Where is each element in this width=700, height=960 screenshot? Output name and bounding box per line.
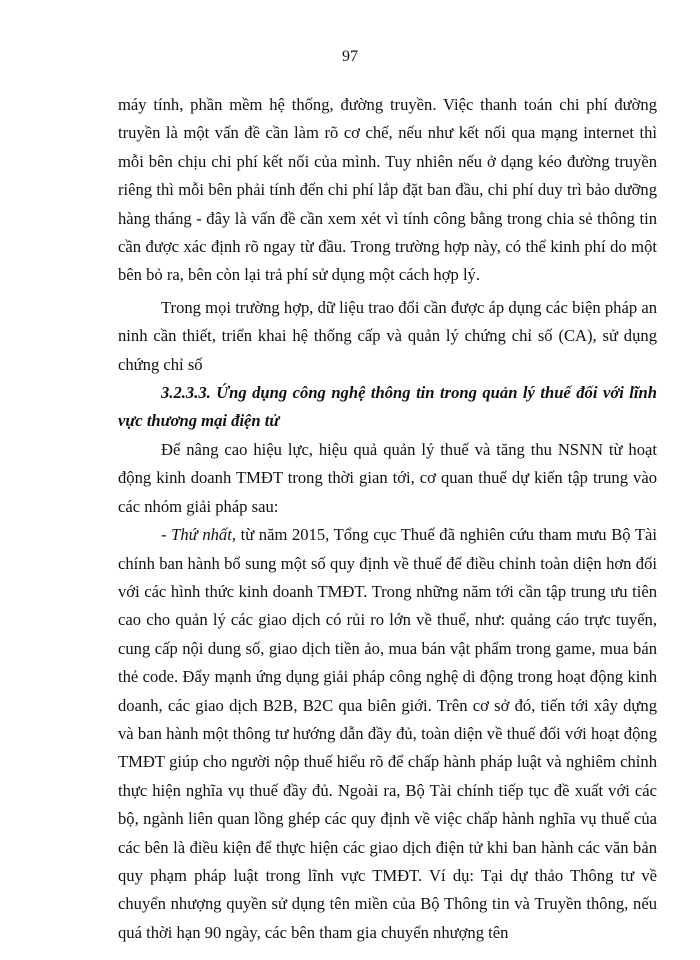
list-dash: -: [161, 525, 172, 545]
paragraph-4-text: từ năm 2015, Tổng cục Thuế đã nghiên cứu tham mưu Bộ Tài chính ban hành bổ sung một số quy định về thuế để điều chỉnh toàn diện hơn đối với các hình thức kinh doanh TMĐT. Trong những năm tới cần tập trung ưu tiên cao cho quản lý các giao dịch có rủi ro lớn về thuế, như: quảng cáo trực tuyến, cung cấp nội dung số, giao dịch tiền ảo, mua bán vật phẩm trong game, mua bán thẻ code. Đẩy mạnh ứng dụng giải pháp công nghệ di động trong hoạt động kinh doanh, các giao dịch B2B, B2C qua biên giới. Trên cơ sở đó, tiến tới xây dựng và ban hành một thông tư hướng dẫn đầy đủ, toàn diện về thuế đối với hoạt động TMĐT giúp cho người nộp thuế hiểu rõ để chấp hành pháp luật và nghiêm chỉnh thực hiện nghĩa vụ thuế đầy đủ. Ngoài ra, Bộ Tài chính tiếp tục đề xuất với các bộ, ngành liên quan lồng ghép các quy định về việc chấp hành nghĩa vụ thuế của các bên là điều kiện để thực hiện các giao dịch điện tử khi ban hành các văn bản quy phạm pháp luật trong lĩnh vực TMĐT. Ví dụ: Tại dự thảo Thông tư về chuyển nhượng quyền sử dụng tên miền của Bộ Thông tin và Truyền thông, nếu quá thời hạn 90 ngày, các bên tham gia chuyển nhượng tên: [118, 525, 657, 942]
paragraph-2: Trong mọi trường hợp, dữ liệu trao đổi cần được áp dụng các biện pháp an ninh cần thiết, triển khai hệ thống cấp và quản lý chứng chỉ số (CA), sử dụng chứng chỉ số: [118, 297, 657, 374]
paragraph-4-lead: Thứ nhất,: [171, 525, 236, 545]
paragraph-3: Để nâng cao hiệu lực, hiệu quả quản lý thuế và tăng thu NSNN từ hoạt động kinh doanh TMĐT trong thời gian tới, cơ quan thuế dự kiến tập trung vào các nhóm giải pháp sau:: [118, 439, 657, 516]
paragraph-1: máy tính, phần mềm hệ thống, đường truyền. Việc thanh toán chi phí đường truyền là một vấn đề cần làm rõ cơ chế, nếu như kết nối qua mạng internet thì mỗi bên chịu chi phí kết nối của mình. Tuy nhiên nếu ở dạng kéo đường truyền riêng thì mỗi bên phải tính đến chi phí lắp đặt ban đầu, chi phí duy trì bảo dưỡng hàng tháng - đây là vấn đề cần xem xét vì tính công bằng trong chia sẻ thông tin cần được xác định rõ ngay từ đầu. Trong trường hợp này, có thể kinh phí do một bên bỏ ra, bên còn lại trả phí sử dụng một cách hợp lý.: [118, 95, 657, 285]
paragraph-4: [118, 521, 657, 947]
section-heading: 3.2.3.3. Ứng dụng công nghệ thông tin trong quản lý thuế đối với lĩnh vực thương mại điện tử: [118, 383, 657, 431]
body-text: [118, 91, 657, 947]
page-number: 97: [342, 48, 358, 65]
